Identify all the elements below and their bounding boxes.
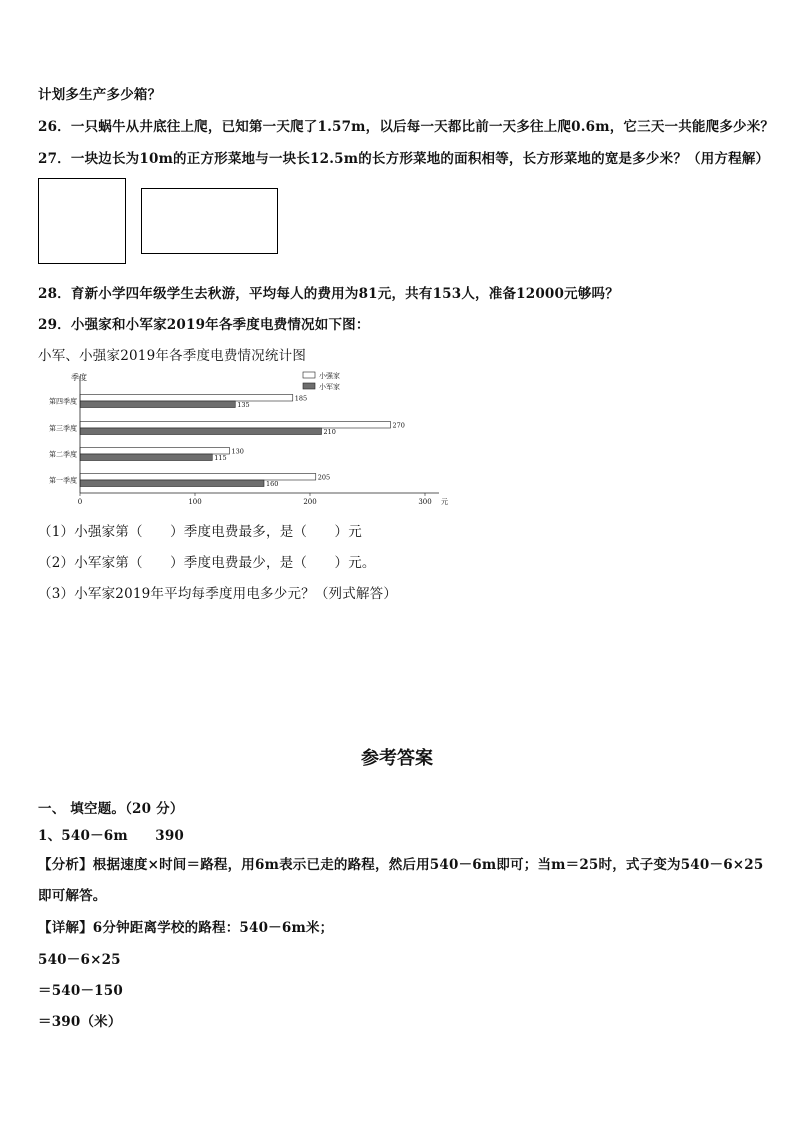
x-tick-label: 0 bbox=[77, 498, 83, 506]
calc-step-3: ＝390（米） bbox=[38, 1014, 122, 1030]
legend-swatch bbox=[303, 383, 315, 389]
bar-value-label: 130 bbox=[231, 447, 244, 456]
legend-label: 小强家 bbox=[319, 372, 340, 380]
bar bbox=[80, 401, 235, 408]
section-1-heading: 一、 填空题。（20 分） bbox=[38, 801, 184, 817]
q29-sub1: （1）小强家第（ ）季度电费最多，是（ ）元 bbox=[38, 524, 362, 540]
x-tick-label: 300 bbox=[418, 498, 432, 506]
question-27: 27．一块边长为10m的正方形菜地与一块长12.5m的长方形菜地的面积相等，长方形菜地的宽是多少米？（用方程解） bbox=[38, 151, 770, 167]
legend-label: 小军家 bbox=[319, 383, 340, 391]
calc-step-2: ＝540－150 bbox=[38, 983, 123, 999]
question-28: 28．育新小学四年级学生去秋游，平均每人的费用为81元，共有153人，准备12000元够吗？ bbox=[38, 286, 619, 302]
bar-value-label: 115 bbox=[214, 454, 227, 462]
answer-1: 1、540－6m 390 bbox=[38, 828, 185, 844]
answer-title: 参考答案 bbox=[361, 748, 433, 769]
bar-value-label: 205 bbox=[317, 473, 331, 482]
analysis-line-2: 即可解答。 bbox=[38, 888, 107, 904]
category-label: 第一季度 bbox=[49, 476, 77, 485]
q29-sub2: （2）小军家第（ ）季度电费最少，是（ ）元。 bbox=[38, 555, 376, 571]
bar-value-label: 185 bbox=[294, 394, 308, 403]
legend-swatch bbox=[303, 372, 315, 378]
quarterly-electricity-bar-chart bbox=[38, 368, 448, 508]
bar bbox=[80, 395, 293, 402]
analysis-line-1: 【分析】根据速度×时间＝路程，用6m表示已走的路程，然后用540－6m即可；当m＝25时，式子变为540－6×25 bbox=[38, 857, 764, 873]
bar bbox=[80, 480, 264, 487]
bar bbox=[80, 448, 230, 455]
category-label: 第四季度 bbox=[49, 397, 77, 406]
bar bbox=[80, 454, 212, 461]
bar-value-label: 210 bbox=[323, 428, 336, 436]
x-unit-label: 元 bbox=[441, 498, 448, 506]
y-axis-label: 季度 bbox=[71, 373, 87, 382]
category-label: 第二季度 bbox=[49, 450, 77, 459]
q29-sub3: （3）小军家2019年平均每季度用电多少元？（列式解答） bbox=[38, 586, 398, 602]
bar bbox=[80, 428, 322, 435]
rectangle-figure bbox=[141, 188, 278, 254]
q25-tail: 计划多生产多少箱？ bbox=[38, 87, 162, 103]
bar bbox=[80, 422, 391, 429]
x-tick-label: 100 bbox=[188, 498, 202, 506]
bar bbox=[80, 474, 316, 481]
bar-value-label: 160 bbox=[266, 480, 279, 488]
bar-value-label: 270 bbox=[392, 421, 405, 430]
question-29: 29．小强家和小军家2019年各季度电费情况如下图： bbox=[38, 317, 370, 333]
bar-value-label: 135 bbox=[237, 401, 250, 409]
detail-line: 【详解】6分钟距离学校的路程：540－6m米； bbox=[38, 920, 334, 936]
x-tick-label: 200 bbox=[303, 498, 317, 506]
question-26: 26．一只蜗牛从井底往上爬，已知第一天爬了1.57m，以后每一天都比前一天多往上爬0.6m，它三天一共能爬多少米？ bbox=[38, 119, 775, 135]
calc-step-1: 540－6×25 bbox=[38, 952, 121, 968]
chart-title: 小军、小强家2019年各季度电费情况统计图 bbox=[38, 348, 307, 364]
square-figure bbox=[38, 178, 126, 264]
category-label: 第三季度 bbox=[49, 424, 77, 433]
